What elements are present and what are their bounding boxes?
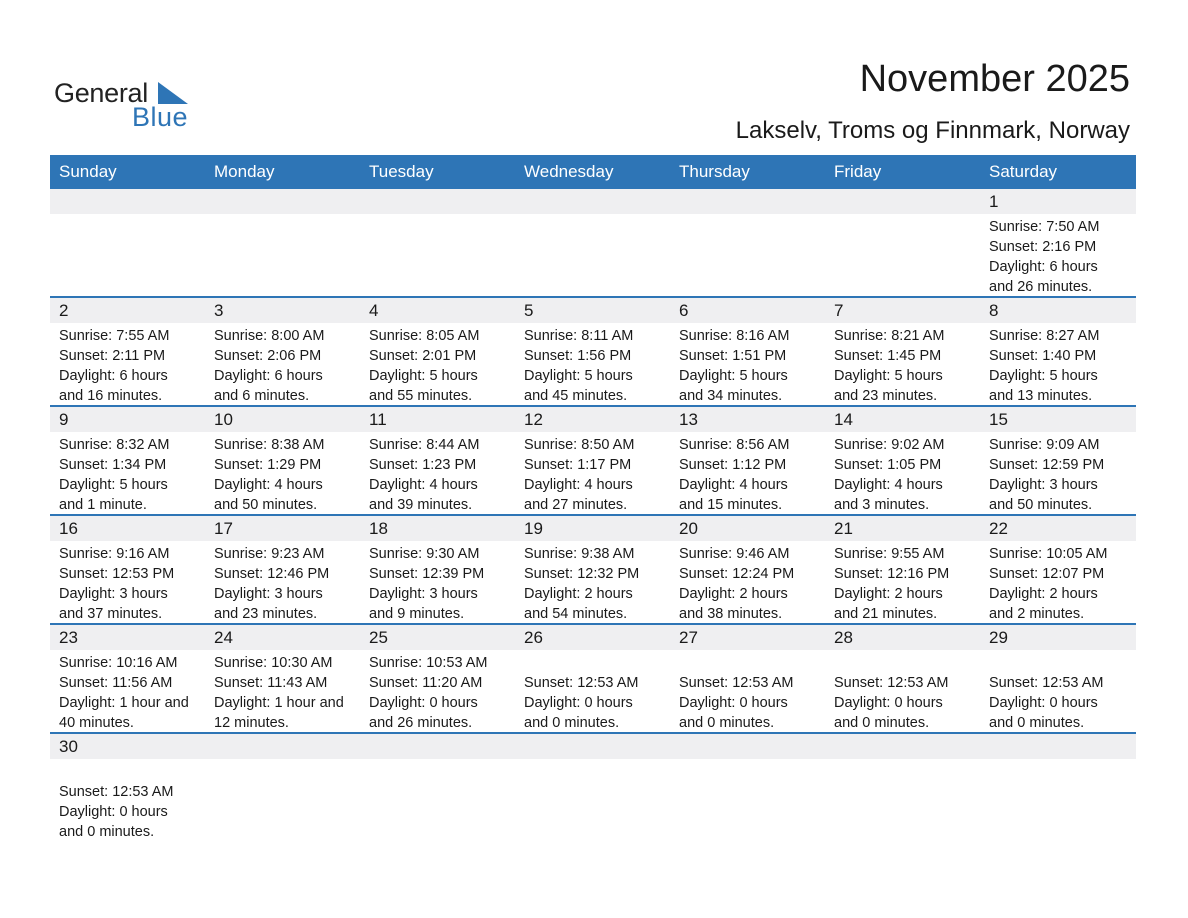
- day-info-row: [50, 323, 1136, 405]
- day-sunset-text: Sunset: 2:16 PM: [989, 239, 1097, 255]
- day-daylight1-text: Daylight: 5 hours: [59, 477, 168, 493]
- week-row: [50, 625, 1136, 734]
- day-number: 2: [59, 301, 69, 320]
- day-sunrise-text: Sunrise: 7:55 AM: [59, 328, 170, 344]
- day-daylight1-text: Daylight: 3 hours: [214, 586, 323, 602]
- day-sunrise-text: Sunrise: 8:56 AM: [679, 437, 790, 453]
- day-number: [825, 189, 980, 214]
- day-daylight1-text: Daylight: 1 hour and: [214, 695, 344, 711]
- day-number: 7: [834, 301, 844, 320]
- day-number: 22: [989, 519, 1008, 538]
- day-daylight1-text: Daylight: 1 hour and: [59, 695, 189, 711]
- weekday-thursday: Thursday: [679, 162, 750, 181]
- day-cell: [205, 214, 360, 297]
- day-sunset-text: Sunset: 11:56 AM: [59, 675, 173, 691]
- day-number: [205, 189, 360, 214]
- day-number: [205, 734, 360, 759]
- day-daylight1-text: Daylight: 3 hours: [369, 586, 478, 602]
- day-daylight2-text: and 34 minutes.: [679, 388, 783, 404]
- day-number: [515, 734, 670, 759]
- day-daylight2-text: and 45 minutes.: [524, 388, 628, 404]
- day-sunset-text: Sunset: 12:53 AM: [679, 675, 794, 691]
- day-sunrise-text: Sunrise: 8:27 AM: [989, 328, 1100, 344]
- day-daylight1-text: Daylight: 0 hours: [679, 695, 788, 711]
- day-number: 29: [989, 628, 1008, 647]
- weekday-friday: Friday: [834, 162, 882, 181]
- day-daylight1-text: Daylight: 2 hours: [834, 586, 943, 602]
- day-sunrise-text: Sunrise: 8:50 AM: [524, 437, 635, 453]
- logo: [54, 74, 194, 134]
- day-daylight2-text: and 50 minutes.: [989, 497, 1093, 513]
- day-number: 27: [679, 628, 698, 647]
- day-daylight2-text: 12 minutes.: [214, 715, 289, 731]
- day-cell: [670, 759, 825, 842]
- logo-triangle-icon: [158, 82, 188, 104]
- day-daylight2-text: and 0 minutes.: [59, 824, 155, 840]
- day-number: 23: [59, 628, 78, 647]
- day-sunset-text: Sunset: 12:59 PM: [989, 457, 1105, 473]
- page-title: November 2025: [859, 58, 1130, 100]
- day-daylight2-text: and 27 minutes.: [524, 497, 628, 513]
- day-daylight2-text: and 37 minutes.: [59, 606, 163, 622]
- day-number: 6: [679, 301, 689, 320]
- day-number: 3: [214, 301, 224, 320]
- day-cell: [50, 214, 205, 297]
- day-sunrise-text: Sunrise: 8:21 AM: [834, 328, 945, 344]
- day-daylight2-text: and 0 minutes.: [524, 715, 620, 731]
- day-daylight2-text: and 0 minutes.: [834, 715, 930, 731]
- day-daylight1-text: Daylight: 2 hours: [679, 586, 788, 602]
- day-sunset-text: Sunset: 1:40 PM: [989, 348, 1097, 364]
- day-daylight1-text: Daylight: 0 hours: [369, 695, 478, 711]
- day-daylight1-text: Daylight: 6 hours: [214, 368, 323, 384]
- day-daylight1-text: Daylight: 0 hours: [989, 695, 1098, 711]
- logo-word-blue: Blue: [132, 102, 189, 132]
- day-number: 4: [369, 301, 379, 320]
- day-cell: [515, 650, 670, 733]
- day-daylight2-text: and 13 minutes.: [989, 388, 1093, 404]
- day-number-row: [50, 734, 1136, 759]
- day-daylight1-text: Daylight: 0 hours: [59, 804, 168, 820]
- day-sunrise-text: Sunrise: 8:38 AM: [214, 437, 325, 453]
- day-sunset-text: Sunset: 1:45 PM: [834, 348, 942, 364]
- day-daylight1-text: Daylight: 3 hours: [59, 586, 168, 602]
- day-daylight1-text: Daylight: 0 hours: [524, 695, 633, 711]
- day-sunset-text: Sunset: 12:46 PM: [214, 566, 330, 582]
- week-row: [50, 516, 1136, 625]
- day-sunrise-text: Sunrise: 10:16 AM: [59, 655, 178, 671]
- day-sunrise-text: Sunrise: 9:09 AM: [989, 437, 1100, 453]
- day-info-row: [50, 541, 1136, 623]
- day-sunset-text: Sunset: 12:53 AM: [834, 675, 949, 691]
- day-daylight2-text: 40 minutes.: [59, 715, 134, 731]
- day-daylight2-text: and 26 minutes.: [989, 279, 1093, 295]
- day-number: [980, 734, 1135, 759]
- day-number: [360, 734, 515, 759]
- day-sunrise-text: Sunrise: 9:38 AM: [524, 546, 635, 562]
- day-cell: [670, 432, 825, 515]
- day-number: 26: [524, 628, 543, 647]
- week-row: [50, 298, 1136, 407]
- day-cell: [980, 214, 1135, 297]
- day-sunset-text: Sunset: 12:53 AM: [524, 675, 639, 691]
- weekday-monday: Monday: [214, 162, 275, 181]
- day-daylight2-text: and 9 minutes.: [369, 606, 465, 622]
- day-cell: [205, 541, 360, 624]
- day-sunset-text: Sunset: 2:01 PM: [369, 348, 477, 364]
- day-number-row: [50, 516, 1136, 541]
- day-daylight1-text: Daylight: 4 hours: [524, 477, 633, 493]
- day-sunset-text: Sunset: 2:11 PM: [59, 348, 166, 364]
- day-daylight2-text: and 21 minutes.: [834, 606, 938, 622]
- day-daylight2-text: and 0 minutes.: [989, 715, 1085, 731]
- day-daylight2-text: and 15 minutes.: [679, 497, 783, 513]
- day-daylight2-text: and 1 minute.: [59, 497, 147, 513]
- day-cell: [825, 323, 980, 406]
- day-cell: [980, 759, 1135, 842]
- day-sunset-text: Sunset: 1:56 PM: [524, 348, 632, 364]
- day-sunset-text: Sunset: 12:39 PM: [369, 566, 485, 582]
- week-row: [50, 734, 1136, 841]
- day-daylight2-text: and 50 minutes.: [214, 497, 318, 513]
- day-number: 21: [834, 519, 853, 538]
- day-sunset-text: Sunset: 1:12 PM: [679, 457, 787, 473]
- day-daylight2-text: and 23 minutes.: [214, 606, 318, 622]
- day-daylight2-text: and 55 minutes.: [369, 388, 473, 404]
- day-cell: [825, 214, 980, 297]
- day-cell: [50, 759, 205, 842]
- day-daylight1-text: Daylight: 4 hours: [679, 477, 788, 493]
- day-daylight1-text: Daylight: 4 hours: [214, 477, 323, 493]
- day-cell: [825, 432, 980, 515]
- day-number: [825, 734, 980, 759]
- day-cell: [980, 650, 1135, 733]
- location-subtitle: Lakselv, Troms og Finnmark, Norway: [735, 117, 1130, 144]
- day-cell: [515, 432, 670, 515]
- day-sunset-text: Sunset: 1:51 PM: [679, 348, 787, 364]
- day-number: 28: [834, 628, 853, 647]
- day-daylight2-text: and 2 minutes.: [989, 606, 1085, 622]
- day-number: [360, 189, 515, 214]
- calendar-grid: [50, 155, 1136, 841]
- day-cell: [515, 214, 670, 297]
- weekday-sunday: Sunday: [59, 162, 117, 181]
- day-daylight2-text: and 26 minutes.: [369, 715, 473, 731]
- day-daylight1-text: Daylight: 5 hours: [679, 368, 788, 384]
- day-sunrise-text: Sunrise: 9:46 AM: [679, 546, 790, 562]
- day-daylight2-text: and 38 minutes.: [679, 606, 783, 622]
- day-number-row: [50, 189, 1136, 214]
- day-sunrise-text: Sunrise: 8:44 AM: [369, 437, 480, 453]
- day-daylight1-text: Daylight: 6 hours: [989, 259, 1098, 275]
- day-sunset-text: Sunset: 1:29 PM: [214, 457, 322, 473]
- day-number: 17: [214, 519, 233, 538]
- day-number: 25: [369, 628, 388, 647]
- day-number-row: [50, 298, 1136, 323]
- day-number: 18: [369, 519, 388, 538]
- day-cell: [670, 323, 825, 406]
- day-sunrise-text: Sunrise: 8:11 AM: [524, 328, 634, 344]
- day-sunset-text: Sunset: 12:53 AM: [59, 784, 174, 800]
- day-cell: [825, 759, 980, 842]
- day-sunrise-text: Sunrise: 10:30 AM: [214, 655, 333, 671]
- day-sunset-text: Sunset: 2:06 PM: [214, 348, 322, 364]
- day-sunset-text: Sunset: 1:17 PM: [524, 457, 632, 473]
- day-daylight2-text: and 39 minutes.: [369, 497, 473, 513]
- day-number: [50, 189, 205, 214]
- weekday-tuesday: Tuesday: [369, 162, 434, 181]
- day-sunset-text: Sunset: 12:16 PM: [834, 566, 950, 582]
- day-info-row: [50, 432, 1136, 514]
- day-sunset-text: Sunset: 1:05 PM: [834, 457, 942, 473]
- day-daylight1-text: Daylight: 5 hours: [834, 368, 943, 384]
- logo-word-general: General: [54, 78, 148, 108]
- day-cell: [670, 541, 825, 624]
- day-daylight1-text: Daylight: 4 hours: [834, 477, 943, 493]
- day-number: 1: [989, 192, 999, 211]
- day-number: [670, 734, 825, 759]
- day-cell: [360, 432, 515, 515]
- day-number: 15: [989, 410, 1008, 429]
- day-cell: [515, 759, 670, 842]
- day-sunrise-text: Sunrise: 8:32 AM: [59, 437, 170, 453]
- day-number: 8: [989, 301, 999, 320]
- day-sunrise-text: Sunrise: 10:53 AM: [369, 655, 488, 671]
- weeks-container: [50, 189, 1136, 841]
- day-daylight1-text: Daylight: 2 hours: [989, 586, 1098, 602]
- week-row: [50, 407, 1136, 516]
- day-cell: [205, 432, 360, 515]
- day-sunset-text: Sunset: 11:20 AM: [369, 675, 483, 691]
- day-daylight1-text: Daylight: 5 hours: [989, 368, 1098, 384]
- day-daylight1-text: Daylight: 4 hours: [369, 477, 478, 493]
- week-row: [50, 189, 1136, 298]
- day-cell: [515, 541, 670, 624]
- day-daylight2-text: and 3 minutes.: [834, 497, 930, 513]
- day-number: 24: [214, 628, 233, 647]
- day-sunrise-text: Sunrise: 9:23 AM: [214, 546, 325, 562]
- day-cell: [980, 323, 1135, 406]
- day-daylight2-text: and 54 minutes.: [524, 606, 628, 622]
- day-info-row: [50, 214, 1136, 296]
- day-sunrise-text: Sunrise: 8:05 AM: [369, 328, 480, 344]
- day-daylight2-text: and 6 minutes.: [214, 388, 310, 404]
- day-number: 13: [679, 410, 698, 429]
- day-sunset-text: Sunset: 1:23 PM: [369, 457, 477, 473]
- day-cell: [825, 541, 980, 624]
- day-sunset-text: Sunset: 12:24 PM: [679, 566, 795, 582]
- day-daylight1-text: Daylight: 3 hours: [989, 477, 1098, 493]
- day-cell: [515, 323, 670, 406]
- day-number: 19: [524, 519, 543, 538]
- day-number: 20: [679, 519, 698, 538]
- day-number: 16: [59, 519, 78, 538]
- day-cell: [825, 650, 980, 733]
- day-cell: [205, 650, 360, 733]
- day-number: 10: [214, 410, 233, 429]
- day-cell: [670, 214, 825, 297]
- day-number: 14: [834, 410, 853, 429]
- day-sunrise-text: Sunrise: 9:16 AM: [59, 546, 170, 562]
- day-sunset-text: Sunset: 12:53 AM: [989, 675, 1104, 691]
- day-cell: [670, 650, 825, 733]
- day-info-row: [50, 650, 1136, 732]
- day-daylight2-text: and 16 minutes.: [59, 388, 163, 404]
- day-cell: [205, 323, 360, 406]
- day-cell: [360, 214, 515, 297]
- day-sunrise-text: Sunrise: 9:30 AM: [369, 546, 480, 562]
- day-number: [515, 189, 670, 214]
- day-cell: [50, 432, 205, 515]
- day-number-row: [50, 625, 1136, 650]
- day-daylight1-text: Daylight: 0 hours: [834, 695, 943, 711]
- day-sunset-text: Sunset: 12:07 PM: [989, 566, 1105, 582]
- day-number: 12: [524, 410, 543, 429]
- day-cell: [50, 541, 205, 624]
- day-number: 11: [369, 410, 387, 429]
- day-cell: [50, 650, 205, 733]
- day-cell: [980, 432, 1135, 515]
- weekday-saturday: Saturday: [989, 162, 1058, 181]
- day-sunset-text: Sunset: 1:34 PM: [59, 457, 167, 473]
- day-sunrise-text: Sunrise: 8:00 AM: [214, 328, 325, 344]
- day-cell: [360, 323, 515, 406]
- day-sunset-text: Sunset: 12:32 PM: [524, 566, 640, 582]
- day-sunset-text: Sunset: 11:43 AM: [214, 675, 328, 691]
- day-number: [670, 189, 825, 214]
- day-sunrise-text: Sunrise: 10:05 AM: [989, 546, 1108, 562]
- day-cell: [360, 650, 515, 733]
- day-sunrise-text: Sunrise: 9:55 AM: [834, 546, 945, 562]
- day-cell: [50, 323, 205, 406]
- day-sunset-text: Sunset: 12:53 PM: [59, 566, 175, 582]
- day-number: 30: [59, 737, 78, 756]
- day-number: 9: [59, 410, 69, 429]
- day-daylight1-text: Daylight: 5 hours: [524, 368, 633, 384]
- day-daylight2-text: and 23 minutes.: [834, 388, 938, 404]
- weekday-header-row: [50, 155, 1136, 189]
- day-cell: [980, 541, 1135, 624]
- day-daylight2-text: and 0 minutes.: [679, 715, 775, 731]
- day-number-row: [50, 407, 1136, 432]
- day-cell: [360, 759, 515, 842]
- day-cell: [205, 759, 360, 842]
- weekday-wednesday: Wednesday: [524, 162, 614, 181]
- day-cell: [360, 541, 515, 624]
- day-sunrise-text: Sunrise: 7:50 AM: [989, 219, 1100, 235]
- day-info-row: [50, 759, 1136, 841]
- day-sunrise-text: Sunrise: 9:02 AM: [834, 437, 945, 453]
- day-number: 5: [524, 301, 534, 320]
- day-daylight1-text: Daylight: 6 hours: [59, 368, 168, 384]
- day-sunrise-text: Sunrise: 8:16 AM: [679, 328, 790, 344]
- day-daylight1-text: Daylight: 5 hours: [369, 368, 478, 384]
- day-daylight1-text: Daylight: 2 hours: [524, 586, 633, 602]
